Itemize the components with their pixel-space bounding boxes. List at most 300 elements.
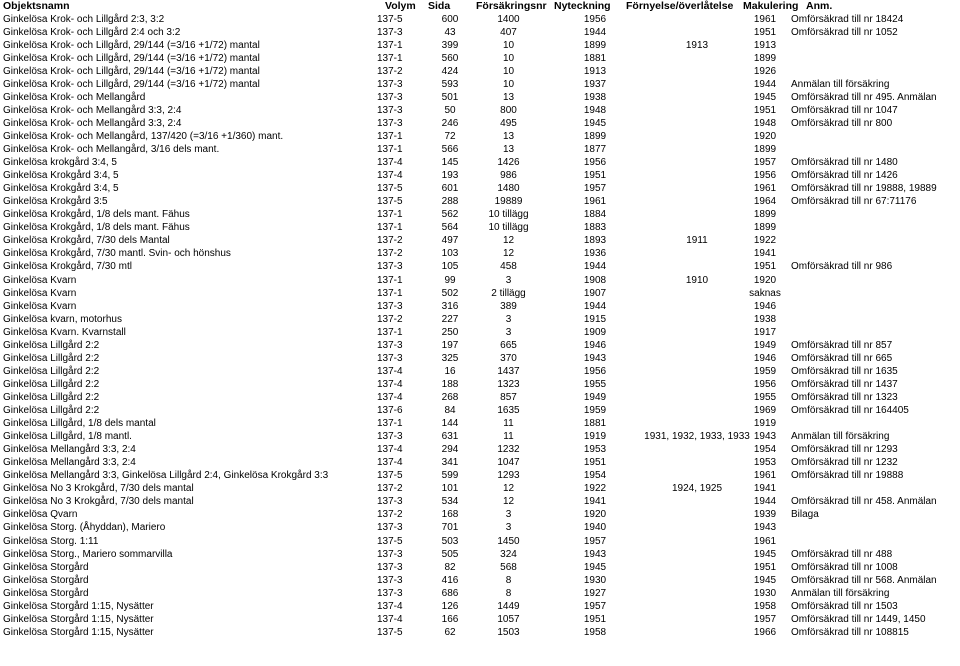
cell-objektsnamn: Ginkelösa Krok- och Mellangård, 3/16 dels mant. bbox=[3, 144, 220, 155]
cell-makulering: 1966 bbox=[753, 626, 777, 638]
cell-volym: 137-5 bbox=[377, 183, 403, 195]
cell-forsakringsnr: 3 bbox=[505, 274, 512, 286]
cell-volym: 137-3 bbox=[377, 104, 403, 116]
cell-forsakringsnr: 13 bbox=[502, 130, 515, 142]
cell-nyteckning: 1944 bbox=[583, 26, 607, 38]
cell-makulering: 1955 bbox=[753, 391, 777, 403]
cell-sida: 600 bbox=[441, 13, 459, 25]
cell-forsakringsnr: 8 bbox=[505, 574, 512, 586]
cell-nyteckning: 1881 bbox=[583, 418, 607, 430]
cell-objektsnamn: Ginkelösa Storgård bbox=[3, 574, 89, 586]
cell-anm: Omförsäkrad till nr 458. Anmälan bbox=[791, 496, 937, 508]
cell-forsakringsnr: 1437 bbox=[497, 365, 520, 377]
table-row bbox=[0, 469, 960, 482]
cell-anm: Omförsäkrad till nr 1232 bbox=[791, 457, 898, 469]
table-row bbox=[0, 287, 960, 300]
cell-objektsnamn: Ginkelösa Krokgård 3:4, 5 bbox=[3, 183, 119, 195]
cell-makulering: 1956 bbox=[753, 378, 777, 390]
cell-nyteckning: 1957 bbox=[583, 183, 607, 195]
cell-objektsnamn: Ginkelösa Kvarn bbox=[3, 287, 77, 299]
cell-objektsnamn: Ginkelösa Mellangård 3:3, 2:4 bbox=[3, 444, 136, 456]
cell-volym: 137-5 bbox=[377, 470, 403, 482]
table-row bbox=[0, 247, 960, 260]
cell-anm: Bilaga bbox=[791, 509, 819, 521]
table-row bbox=[0, 234, 960, 247]
cell-anm: Omförsäkrad till nr 488 bbox=[791, 548, 893, 560]
cell-forsakringsnr: 12 bbox=[502, 235, 515, 247]
table-row bbox=[0, 104, 960, 117]
cell-volym: 137-3 bbox=[377, 431, 403, 443]
cell-volym: 137-2 bbox=[377, 235, 403, 247]
cell-sida: 268 bbox=[441, 391, 459, 403]
cell-volym: 137-3 bbox=[377, 117, 403, 129]
cell-makulering: 1899 bbox=[753, 144, 777, 155]
cell-sida: 62 bbox=[444, 626, 456, 638]
table-row bbox=[0, 378, 960, 391]
cell-nyteckning: 1899 bbox=[583, 39, 607, 51]
cell-makulering: 1920 bbox=[753, 130, 777, 142]
cell-fornyelse: 1931, 1932, 1933, 1933 bbox=[644, 431, 750, 443]
cell-sida: 416 bbox=[441, 574, 459, 586]
header-anm: Anm. bbox=[806, 0, 833, 12]
header-row bbox=[0, 0, 960, 13]
cell-volym: 137-5 bbox=[377, 13, 403, 25]
cell-sida: 502 bbox=[441, 287, 459, 299]
cell-volym: 137-1 bbox=[377, 130, 403, 142]
cell-forsakringsnr: 1480 bbox=[497, 183, 520, 195]
table-row bbox=[0, 404, 960, 417]
table-row bbox=[0, 508, 960, 521]
table-row bbox=[0, 352, 960, 365]
cell-anm: Omförsäkrad till nr 800 bbox=[791, 117, 893, 129]
table-row bbox=[0, 300, 960, 313]
cell-objektsnamn: Ginkelösa Krok- och Mellangård 3:3, 2:4 bbox=[3, 117, 182, 129]
cell-nyteckning: 1899 bbox=[583, 130, 607, 142]
cell-sida: 601 bbox=[441, 183, 459, 195]
cell-nyteckning: 1877 bbox=[583, 144, 607, 155]
cell-makulering: 1964 bbox=[753, 196, 777, 208]
cell-objektsnamn: Ginkelösa Mellangård 3:3, Ginkelösa Lillgård 2:4, Ginkelösa Krokgård 3:3 bbox=[3, 470, 329, 482]
cell-makulering: 1946 bbox=[753, 352, 777, 364]
cell-objektsnamn: Ginkelösa Krok- och Lillgård 2:3, 3:2 bbox=[3, 13, 165, 25]
cell-sida: 288 bbox=[441, 196, 459, 208]
cell-anm: Omförsäkrad till nr 1293 bbox=[791, 444, 898, 456]
cell-volym: 137-2 bbox=[377, 313, 403, 325]
cell-sida: 103 bbox=[441, 248, 459, 260]
cell-nyteckning: 1920 bbox=[583, 509, 607, 521]
cell-anm: Omförsäkrad till nr 19888, 19889 bbox=[791, 183, 937, 195]
cell-anm: Omförsäkrad till nr 1437 bbox=[791, 378, 898, 390]
cell-nyteckning: 1954 bbox=[583, 470, 607, 482]
cell-volym: 137-3 bbox=[377, 574, 403, 586]
cell-sida: 564 bbox=[441, 222, 459, 234]
table-row bbox=[0, 221, 960, 234]
header-volym: Volym bbox=[385, 0, 416, 12]
cell-sida: 631 bbox=[441, 431, 459, 443]
cell-nyteckning: 1915 bbox=[583, 313, 607, 325]
cell-fornyelse: 1911 bbox=[686, 235, 708, 247]
cell-nyteckning: 1909 bbox=[583, 326, 607, 338]
cell-forsakringsnr: 10 tillägg bbox=[488, 209, 529, 221]
cell-anm: Omförsäkrad till nr 568. Anmälan bbox=[791, 574, 937, 586]
cell-forsakringsnr: 665 bbox=[500, 339, 517, 351]
cell-nyteckning: 1948 bbox=[583, 104, 607, 116]
cell-makulering: 1961 bbox=[753, 13, 777, 25]
cell-objektsnamn: Ginkelösa Krok- och Mellangård, 137/420 (=3/16 +1/360) mant. bbox=[3, 130, 284, 142]
cell-makulering: 1922 bbox=[753, 235, 777, 247]
cell-objektsnamn: Ginkelösa Krok- och Lillgård, 29/144 (=3/16 +1/72) mantal bbox=[3, 78, 260, 90]
cell-forsakringsnr: 10 bbox=[502, 52, 515, 64]
table-row bbox=[0, 482, 960, 495]
cell-nyteckning: 1951 bbox=[583, 457, 607, 469]
cell-forsakringsnr: 19889 bbox=[494, 196, 523, 208]
cell-forsakringsnr: 1450 bbox=[497, 535, 520, 547]
cell-volym: 137-5 bbox=[377, 626, 403, 638]
cell-sida: 294 bbox=[441, 444, 459, 456]
cell-nyteckning: 1944 bbox=[583, 261, 607, 273]
table-row bbox=[0, 52, 960, 65]
table-row bbox=[0, 574, 960, 587]
cell-makulering: 1941 bbox=[753, 483, 777, 495]
cell-nyteckning: 1946 bbox=[583, 339, 607, 351]
cell-makulering: 1961 bbox=[753, 183, 777, 195]
cell-sida: 560 bbox=[441, 52, 459, 64]
cell-fornyelse: 1924, 1925 bbox=[671, 483, 723, 495]
cell-objektsnamn: Ginkelösa No 3 Krokgård, 7/30 dels mantal bbox=[3, 496, 194, 508]
header-nyteckning: Nyteckning bbox=[554, 0, 611, 12]
cell-forsakringsnr: 12 bbox=[502, 496, 515, 508]
cell-objektsnamn: Ginkelösa Krok- och Lillgård 2:4 och 3:2 bbox=[3, 26, 181, 38]
cell-makulering: 1944 bbox=[753, 496, 777, 508]
cell-makulering: 1943 bbox=[753, 431, 777, 443]
cell-makulering: 1959 bbox=[753, 365, 777, 377]
cell-objektsnamn: Ginkelösa Storgård bbox=[3, 561, 89, 573]
table-row bbox=[0, 417, 960, 430]
cell-sida: 501 bbox=[441, 91, 459, 103]
cell-volym: 137-3 bbox=[377, 78, 403, 90]
cell-volym: 137-4 bbox=[377, 457, 403, 469]
cell-nyteckning: 1944 bbox=[583, 300, 607, 312]
header-objektsnamn: Objektsnamn bbox=[3, 0, 70, 12]
cell-makulering: 1957 bbox=[753, 613, 777, 625]
cell-forsakringsnr: 1426 bbox=[497, 157, 520, 169]
cell-makulering: 1948 bbox=[753, 117, 777, 129]
cell-objektsnamn: Ginkelösa Storg. 1:11 bbox=[3, 535, 99, 547]
table-row bbox=[0, 626, 960, 639]
table-row bbox=[0, 208, 960, 221]
cell-volym: 137-1 bbox=[377, 222, 403, 234]
table-row bbox=[0, 365, 960, 378]
cell-objektsnamn: Ginkelösa Krokgård, 7/30 mtl bbox=[3, 261, 132, 273]
cell-forsakringsnr: 857 bbox=[500, 391, 517, 403]
cell-makulering: 1961 bbox=[753, 470, 777, 482]
cell-objektsnamn: Ginkelösa Krokgård, 1/8 dels mant. Fähus bbox=[3, 209, 190, 221]
cell-nyteckning: 1938 bbox=[583, 91, 607, 103]
cell-anm: Omförsäkrad till nr 19888 bbox=[791, 470, 904, 482]
header-forsakringsnr: Försäkringsnr bbox=[476, 0, 547, 12]
cell-nyteckning: 1943 bbox=[583, 548, 607, 560]
cell-forsakringsnr: 13 bbox=[502, 144, 515, 155]
table-row bbox=[0, 521, 960, 534]
cell-objektsnamn: Ginkelösa krokgård 3:4, 5 bbox=[3, 157, 117, 169]
cell-forsakringsnr: 3 bbox=[505, 509, 512, 521]
table-row bbox=[0, 156, 960, 169]
cell-objektsnamn: Ginkelösa Mellangård 3:3, 2:4 bbox=[3, 457, 136, 469]
cell-anm: Omförsäkrad till nr 67:71176 bbox=[791, 196, 917, 208]
cell-forsakringsnr: 3 bbox=[505, 522, 512, 534]
cell-makulering: 1958 bbox=[753, 600, 777, 612]
cell-anm: Omförsäkrad till nr 18424 bbox=[791, 13, 904, 25]
cell-anm: Anmälan till försäkring bbox=[791, 587, 890, 599]
cell-makulering: 1945 bbox=[753, 548, 777, 560]
cell-nyteckning: 1937 bbox=[583, 78, 607, 90]
cell-objektsnamn: Ginkelösa Krokgård 3:4, 5 bbox=[3, 170, 119, 182]
cell-anm: Omförsäkrad till nr 857 bbox=[791, 339, 893, 351]
cell-objektsnamn: Ginkelösa Kvarn bbox=[3, 274, 77, 286]
cell-volym: 137-3 bbox=[377, 548, 403, 560]
cell-sida: 16 bbox=[444, 365, 456, 377]
cell-sida: 686 bbox=[441, 587, 459, 599]
table-row bbox=[0, 600, 960, 613]
cell-forsakringsnr: 986 bbox=[500, 170, 517, 182]
cell-volym: 137-6 bbox=[377, 405, 403, 416]
cell-volym: 137-4 bbox=[377, 365, 403, 377]
cell-sida: 43 bbox=[444, 26, 456, 38]
cell-nyteckning: 1956 bbox=[583, 157, 607, 169]
cell-forsakringsnr: 3 bbox=[505, 326, 512, 338]
cell-makulering: 1969 bbox=[753, 405, 777, 416]
cell-objektsnamn: Ginkelösa Storg., Mariero sommarvilla bbox=[3, 548, 173, 560]
cell-sida: 399 bbox=[441, 39, 459, 51]
cell-sida: 145 bbox=[441, 157, 459, 169]
cell-anm: Omförsäkrad till nr 1008 bbox=[791, 561, 898, 573]
cell-volym: 137-3 bbox=[377, 587, 403, 599]
cell-volym: 137-4 bbox=[377, 157, 403, 169]
cell-volym: 137-3 bbox=[377, 300, 403, 312]
table-row bbox=[0, 495, 960, 508]
cell-volym: 137-3 bbox=[377, 522, 403, 534]
cell-sida: 701 bbox=[441, 522, 459, 534]
cell-anm: Anmälan till försäkring bbox=[791, 78, 890, 90]
cell-forsakringsnr: 11 bbox=[503, 418, 514, 430]
cell-objektsnamn: Ginkelösa Krokgård 3:5 bbox=[3, 196, 108, 208]
cell-anm: Omförsäkrad till nr 1503 bbox=[791, 600, 898, 612]
cell-makulering: 1899 bbox=[753, 209, 777, 221]
cell-sida: 144 bbox=[441, 418, 459, 430]
cell-sida: 193 bbox=[441, 170, 459, 182]
cell-forsakringsnr: 2 tillägg bbox=[491, 287, 526, 299]
cell-objektsnamn: Ginkelösa Storgård 1:15, Nysätter bbox=[3, 613, 154, 625]
cell-nyteckning: 1884 bbox=[583, 209, 607, 221]
cell-forsakringsnr: 10 bbox=[502, 78, 515, 90]
cell-forsakringsnr: 1635 bbox=[497, 405, 520, 416]
cell-volym: 137-3 bbox=[377, 352, 403, 364]
cell-sida: 566 bbox=[441, 144, 459, 155]
cell-volym: 137-2 bbox=[377, 509, 403, 521]
cell-makulering: 1899 bbox=[753, 52, 777, 64]
cell-forsakringsnr: 10 bbox=[502, 39, 515, 51]
cell-volym: 137-5 bbox=[377, 535, 403, 547]
cell-objektsnamn: Ginkelösa Krokgård, 7/30 dels Mantal bbox=[3, 235, 170, 247]
cell-anm: Omförsäkrad till nr 495. Anmälan bbox=[791, 91, 937, 103]
cell-objektsnamn: Ginkelösa Qvarn bbox=[3, 509, 78, 521]
cell-forsakringsnr: 1323 bbox=[497, 378, 520, 390]
cell-objektsnamn: Ginkelösa Krok- och Lillgård, 29/144 (=3/16 +1/72) mantal bbox=[3, 65, 260, 77]
cell-objektsnamn: Ginkelösa Lillgård 2:2 bbox=[3, 365, 100, 377]
cell-forsakringsnr: 458 bbox=[500, 261, 517, 273]
cell-makulering: saknas bbox=[749, 287, 781, 299]
cell-objektsnamn: Ginkelösa Storg. (Åhyddan), Mariero bbox=[3, 522, 166, 534]
cell-nyteckning: 1930 bbox=[583, 574, 607, 586]
cell-nyteckning: 1961 bbox=[583, 196, 607, 208]
table-row bbox=[0, 39, 960, 52]
cell-volym: 137-4 bbox=[377, 600, 403, 612]
cell-nyteckning: 1881 bbox=[583, 52, 607, 64]
cell-makulering: 1938 bbox=[753, 313, 777, 325]
cell-sida: 534 bbox=[441, 496, 459, 508]
cell-objektsnamn: Ginkelösa Lillgård 2:2 bbox=[3, 339, 100, 351]
cell-makulering: 1939 bbox=[753, 509, 777, 521]
cell-forsakringsnr: 1047 bbox=[497, 457, 520, 469]
cell-nyteckning: 1936 bbox=[583, 248, 607, 260]
cell-volym: 137-2 bbox=[377, 248, 403, 260]
cell-anm: Anmälan till försäkring bbox=[791, 431, 890, 443]
table-row bbox=[0, 78, 960, 91]
cell-nyteckning: 1957 bbox=[583, 535, 607, 547]
cell-volym: 137-1 bbox=[377, 52, 403, 64]
cell-volym: 137-3 bbox=[377, 561, 403, 573]
cell-sida: 105 bbox=[441, 261, 459, 273]
cell-objektsnamn: Ginkelösa Kvarn. Kvarnstall bbox=[3, 326, 126, 338]
cell-forsakringsnr: 1400 bbox=[497, 13, 520, 25]
cell-makulering: 1951 bbox=[753, 561, 777, 573]
cell-anm: Omförsäkrad till nr 1323 bbox=[791, 391, 898, 403]
cell-nyteckning: 1945 bbox=[583, 561, 607, 573]
cell-objektsnamn: Ginkelösa Storgård 1:15, Nysätter bbox=[3, 600, 154, 612]
cell-sida: 168 bbox=[441, 509, 459, 521]
cell-sida: 166 bbox=[441, 613, 459, 625]
cell-sida: 126 bbox=[441, 600, 459, 612]
cell-makulering: 1954 bbox=[753, 444, 777, 456]
cell-nyteckning: 1922 bbox=[583, 483, 607, 495]
cell-makulering: 1943 bbox=[753, 522, 777, 534]
cell-forsakringsnr: 8 bbox=[505, 587, 512, 599]
cell-makulering: 1926 bbox=[753, 65, 777, 77]
cell-objektsnamn: Ginkelösa No 3 Krokgård, 7/30 dels mantal bbox=[3, 483, 194, 495]
table-row bbox=[0, 91, 960, 104]
table-row bbox=[0, 143, 960, 156]
table-row bbox=[0, 587, 960, 600]
cell-sida: 562 bbox=[441, 209, 459, 221]
cell-forsakringsnr: 1232 bbox=[497, 444, 520, 456]
cell-anm: Omförsäkrad till nr 1426 bbox=[791, 170, 898, 182]
cell-fornyelse: 1913 bbox=[685, 39, 709, 51]
cell-volym: 137-2 bbox=[377, 65, 403, 77]
cell-makulering: 1951 bbox=[753, 104, 777, 116]
cell-objektsnamn: Ginkelösa Lillgård, 1/8 mantl. bbox=[3, 431, 132, 443]
cell-makulering: 1956 bbox=[753, 170, 777, 182]
cell-makulering: 1945 bbox=[753, 574, 777, 586]
cell-sida: 424 bbox=[441, 65, 459, 77]
cell-sida: 197 bbox=[441, 339, 459, 351]
cell-sida: 246 bbox=[441, 117, 459, 129]
table-row bbox=[0, 613, 960, 626]
cell-volym: 137-3 bbox=[377, 261, 403, 273]
cell-sida: 316 bbox=[441, 300, 459, 312]
table-row bbox=[0, 195, 960, 208]
cell-anm: Omförsäkrad till nr 108815 bbox=[791, 626, 909, 638]
cell-makulering: 1944 bbox=[753, 78, 777, 90]
cell-volym: 137-1 bbox=[377, 418, 403, 430]
cell-objektsnamn: Ginkelösa Lillgård 2:2 bbox=[3, 378, 100, 390]
cell-volym: 137-4 bbox=[377, 613, 403, 625]
table-row bbox=[0, 65, 960, 78]
table-row bbox=[0, 130, 960, 143]
header-makulering: Makulering bbox=[743, 0, 799, 12]
cell-makulering: 1920 bbox=[753, 274, 777, 286]
cell-forsakringsnr: 1293 bbox=[497, 470, 520, 482]
cell-nyteckning: 1956 bbox=[583, 13, 607, 25]
cell-sida: 503 bbox=[441, 535, 459, 547]
cell-volym: 137-3 bbox=[377, 26, 403, 38]
cell-volym: 137-3 bbox=[377, 91, 403, 103]
cell-forsakringsnr: 12 bbox=[502, 483, 515, 495]
cell-nyteckning: 1945 bbox=[583, 117, 607, 129]
cell-sida: 82 bbox=[444, 561, 456, 573]
table-row bbox=[0, 26, 960, 39]
cell-nyteckning: 1958 bbox=[583, 626, 607, 638]
table-row bbox=[0, 391, 960, 404]
cell-volym: 137-1 bbox=[377, 274, 403, 286]
cell-sida: 325 bbox=[441, 352, 459, 364]
cell-makulering: 1951 bbox=[753, 261, 777, 273]
cell-objektsnamn: Ginkelösa Lillgård 2:2 bbox=[3, 352, 100, 364]
cell-nyteckning: 1908 bbox=[583, 274, 607, 286]
cell-objektsnamn: Ginkelösa Krok- och Lillgård, 29/144 (=3/16 +1/72) mantal bbox=[3, 52, 260, 64]
cell-volym: 137-2 bbox=[377, 483, 403, 495]
cell-forsakringsnr: 370 bbox=[500, 352, 517, 364]
cell-forsakringsnr: 324 bbox=[500, 548, 517, 560]
cell-volym: 137-4 bbox=[377, 378, 403, 390]
cell-nyteckning: 1941 bbox=[583, 496, 607, 508]
cell-nyteckning: 1940 bbox=[583, 522, 607, 534]
cell-sida: 497 bbox=[441, 235, 459, 247]
cell-objektsnamn: Ginkelösa Krok- och Mellangård bbox=[3, 91, 146, 103]
cell-sida: 101 bbox=[441, 483, 459, 495]
cell-anm: Omförsäkrad till nr 1047 bbox=[791, 104, 898, 116]
cell-makulering: 1957 bbox=[753, 157, 777, 169]
cell-nyteckning: 1883 bbox=[583, 222, 607, 234]
cell-anm: Omförsäkrad till nr 986 bbox=[791, 261, 893, 273]
cell-volym: 137-4 bbox=[377, 170, 403, 182]
cell-volym: 137-4 bbox=[377, 444, 403, 456]
cell-nyteckning: 1951 bbox=[583, 613, 607, 625]
cell-sida: 72 bbox=[444, 130, 456, 142]
cell-forsakringsnr: 13 bbox=[502, 91, 515, 103]
cell-nyteckning: 1919 bbox=[583, 431, 607, 443]
table-row bbox=[0, 443, 960, 456]
table-row bbox=[0, 117, 960, 130]
table-row bbox=[0, 274, 960, 287]
cell-sida: 99 bbox=[444, 274, 456, 286]
header-fornyelse: Förnyelse/överlåtelse bbox=[626, 0, 734, 12]
table-row bbox=[0, 456, 960, 469]
cell-makulering: 1953 bbox=[753, 457, 777, 469]
table-row bbox=[0, 260, 960, 273]
cell-objektsnamn: Ginkelösa Krok- och Mellangård 3:3, 2:4 bbox=[3, 104, 182, 116]
cell-makulering: 1917 bbox=[753, 326, 777, 338]
cell-anm: Omförsäkrad till nr 164405 bbox=[791, 405, 909, 416]
